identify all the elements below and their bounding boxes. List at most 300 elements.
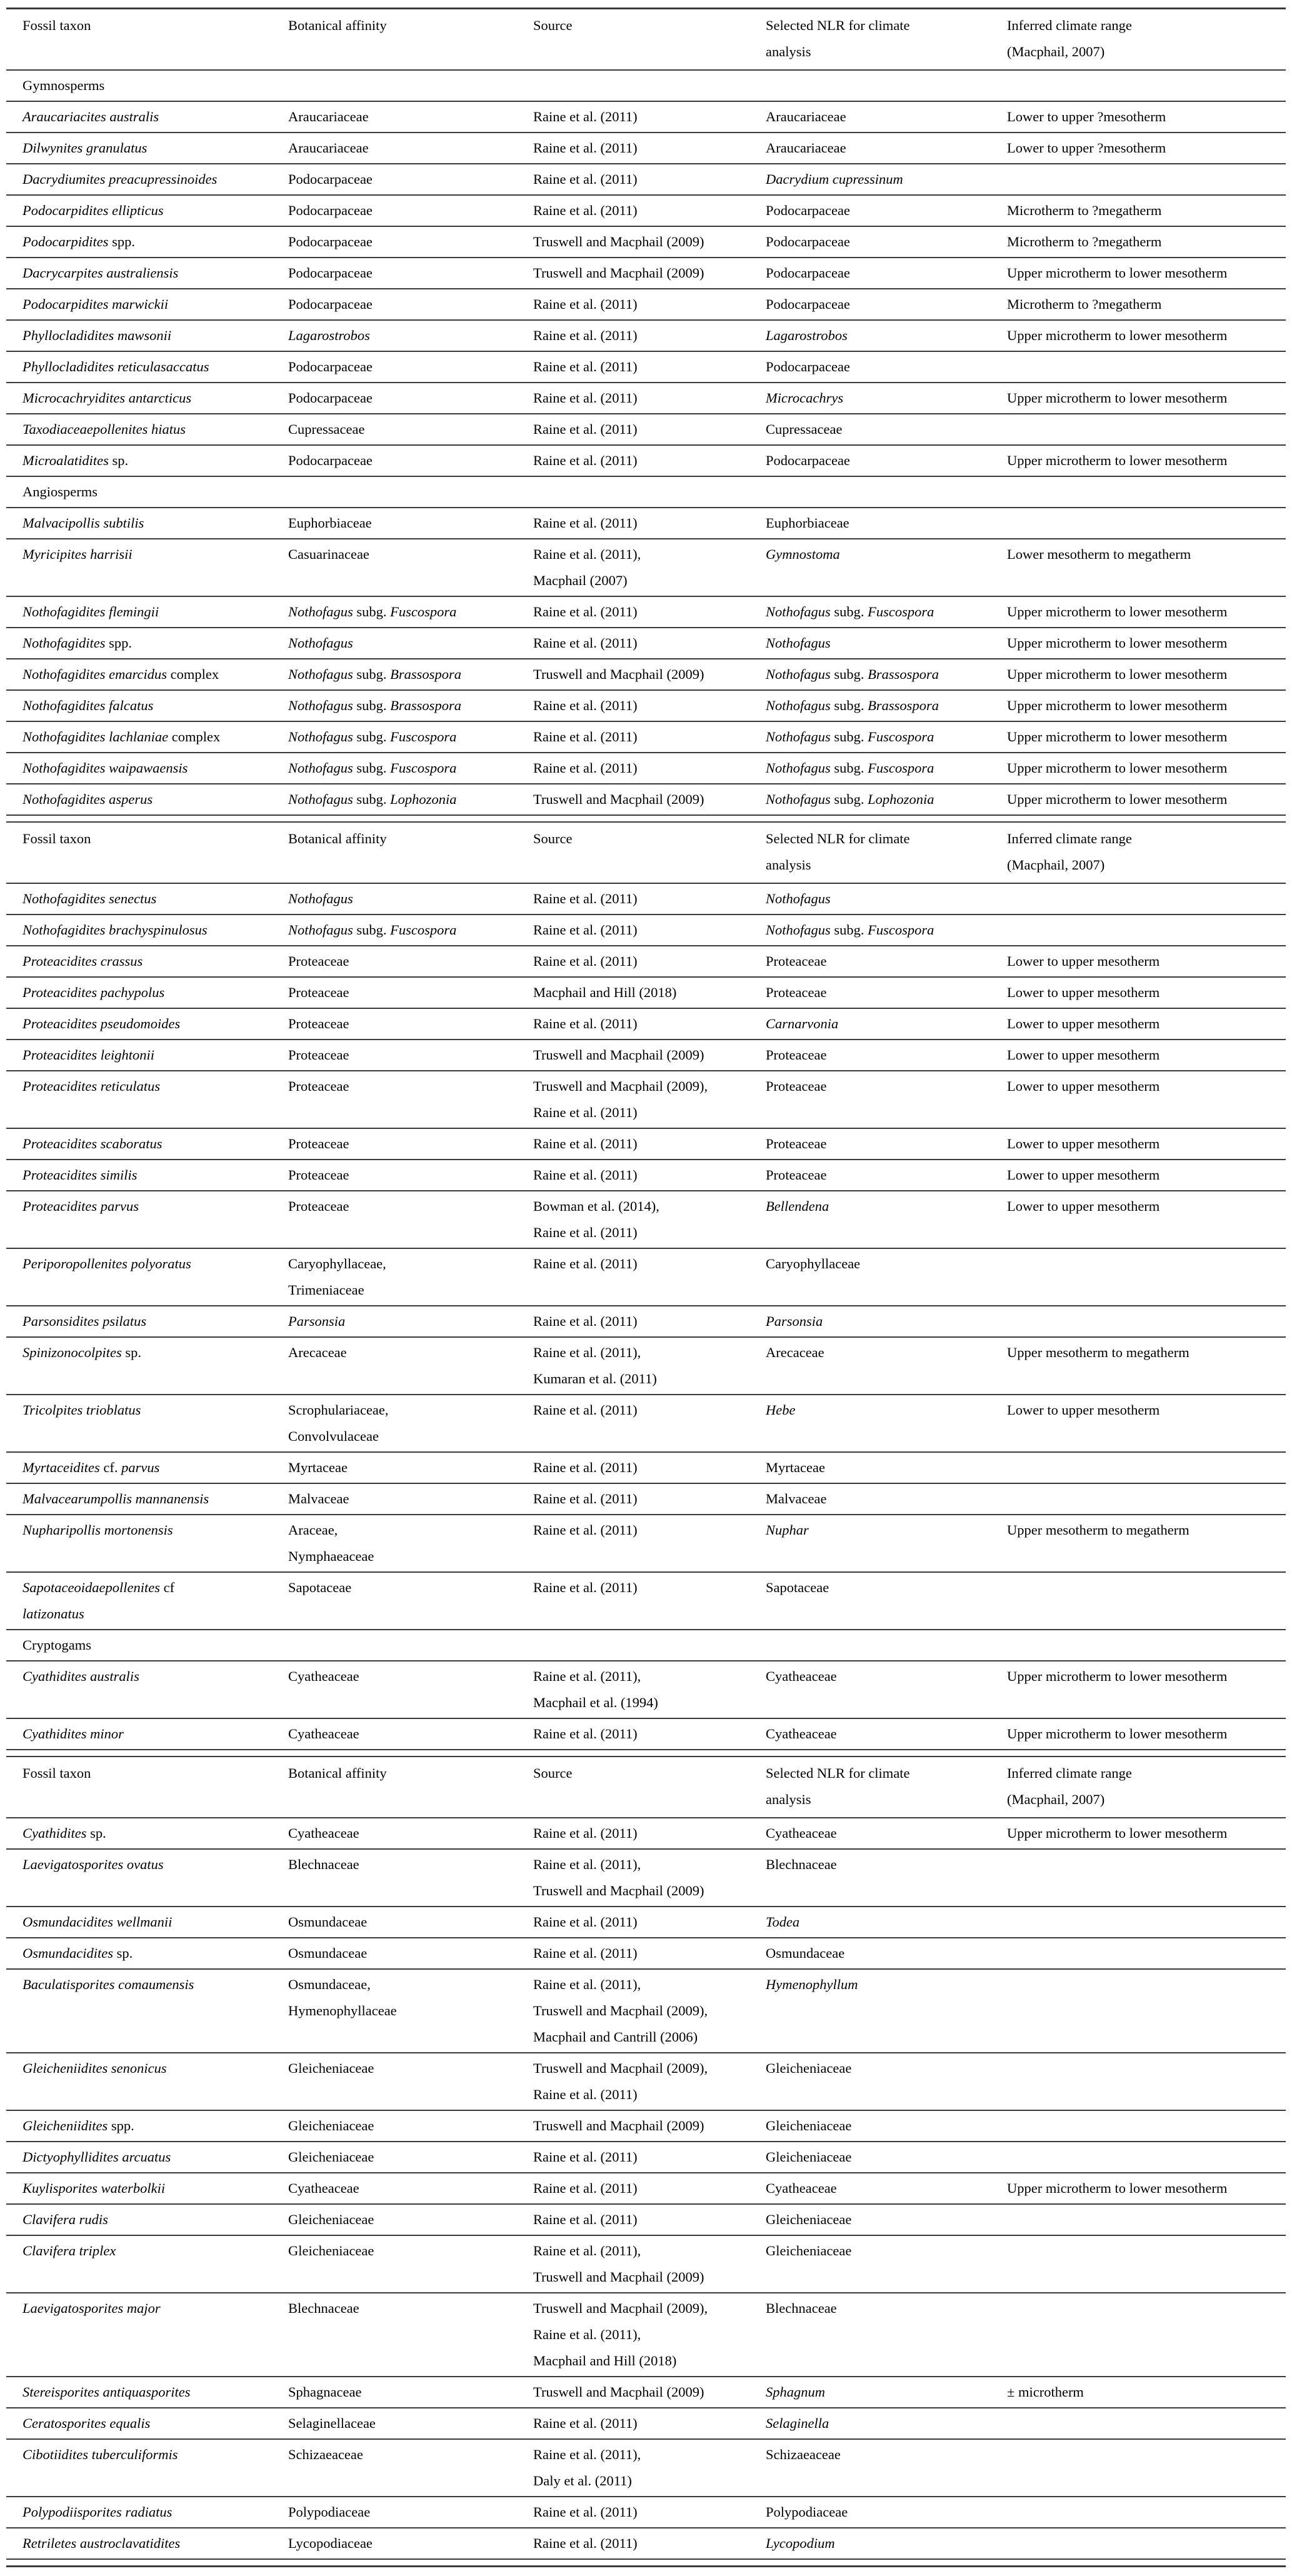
cell-nlr: Nothofagus subg. Fuscospora (766, 604, 934, 619)
cell-climate: Upper mesotherm to megatherm (1007, 1522, 1189, 1538)
cell-affinity: Nothofagus subg. Fuscospora (288, 604, 457, 619)
cell-affinity: Proteaceae (288, 985, 349, 1000)
cell-climate: Microtherm to ?megatherm (1007, 203, 1162, 218)
cell-taxon: Dacrycarpites australiensis (23, 265, 179, 281)
cell-taxon: Microcachryidites antarcticus (23, 390, 192, 406)
cell-affinity: Podocarpaceae (288, 171, 373, 187)
cell-taxon: Sapotaceoidaepollenites cf latizonatus (23, 1580, 175, 1621)
cell-source: Raine et al. (2011) (533, 891, 638, 906)
cell-source: Raine et al. (2011) (533, 1256, 638, 1271)
cell-taxon: Nothofagidites lachlaniae complex (23, 729, 221, 744)
cell-taxon: Nothofagidites asperus (23, 791, 153, 807)
table-row (6, 1661, 1286, 1719)
cell-taxon: Nothofagidites senectus (23, 891, 157, 906)
cell-source: Raine et al. (2011) (533, 698, 638, 713)
cell-affinity: Nothofagus subg. Fuscospora (288, 760, 457, 776)
cell-nlr: Nothofagus subg. Lophozonia (766, 791, 934, 807)
cell-climate: Upper mesotherm to megatherm (1007, 1345, 1189, 1360)
cell-nlr: Selaginella (766, 2415, 829, 2431)
cell-affinity: Osmundaceae (288, 1914, 368, 1930)
table-row (6, 1395, 1286, 1453)
cell-source: Truswell and Macphail (2009), Raine et al. (2011) (533, 2060, 708, 2102)
cell-source: Raine et al. (2011) (533, 729, 638, 744)
cell-affinity: Nothofagus subg. Fuscospora (288, 729, 457, 744)
cell-climate: Upper microtherm to lower mesotherm (1007, 729, 1228, 744)
cell-source: Raine et al. (2011) (533, 1914, 638, 1930)
cell-nlr: Schizaeaceae (766, 2447, 841, 2462)
table-row (6, 2205, 1286, 2236)
cell-nlr: Proteaceae (766, 1047, 827, 1063)
cell-affinity: Caryophyllaceae, Trimeniaceae (288, 1256, 386, 1298)
cell-climate: Upper microtherm to lower mesotherm (1007, 1825, 1228, 1841)
table-row (6, 2408, 1286, 2440)
cell-source: Raine et al. (2011) (533, 2180, 638, 2196)
cell-taxon: Dilwynites granulatus (23, 140, 148, 156)
column-header: Fossil taxon (23, 18, 91, 33)
cell-taxon: Myricipites harrisii (23, 546, 133, 562)
cell-nlr: Myrtaceae (766, 1460, 825, 1475)
cell-affinity: Araceae, Nymphaeaceae (288, 1522, 374, 1564)
cell-taxon: Laevigatosporites ovatus (23, 1857, 164, 1872)
cell-source: Raine et al. (2011) (533, 203, 638, 218)
table-row (6, 884, 1286, 915)
table-row (6, 289, 1286, 321)
cell-affinity: Blechnaceae (288, 2300, 359, 2316)
cell-source: Truswell and Macphail (2009) (533, 2118, 704, 2133)
cell-taxon: Nothofagidites falcatus (23, 698, 154, 713)
cell-source: Raine et al. (2011) (533, 2504, 638, 2520)
cell-affinity: Parsonsia (288, 1313, 346, 1329)
cell-climate: Upper microtherm to lower mesotherm (1007, 791, 1228, 807)
cell-affinity: Lycopodiaceae (288, 2535, 373, 2551)
table-row (6, 1191, 1286, 1249)
cell-source: Truswell and Macphail (2009) (533, 666, 704, 682)
cell-nlr: Cyatheaceae (766, 1825, 837, 1841)
table-row (6, 1484, 1286, 1515)
table-row (6, 2377, 1286, 2408)
cell-nlr: Nothofagus subg. Fuscospora (766, 760, 934, 776)
table-row (6, 691, 1286, 722)
cell-source: Raine et al. (2011) (533, 1167, 638, 1183)
cell-nlr: Osmundaceae (766, 1945, 845, 1961)
table-row (6, 1453, 1286, 1484)
table-row (6, 1573, 1286, 1630)
cell-nlr: Todea (766, 1914, 800, 1930)
cell-nlr: Nothofagus subg. Fuscospora (766, 922, 934, 938)
cell-source: Raine et al. (2011), Truswell and Macphail (2009) (533, 2243, 704, 2285)
cell-nlr: Proteaceae (766, 953, 827, 969)
cell-source: Raine et al. (2011) (533, 635, 638, 651)
column-header: Source (533, 1765, 573, 1781)
cell-climate (1007, 1970, 1286, 2052)
cell-climate (1007, 2528, 1286, 2558)
cell-source: Truswell and Macphail (2009) (533, 1047, 704, 1063)
section-label: Gymnosperms (23, 78, 105, 93)
cell-taxon: Proteacidites parvus (23, 1198, 139, 1214)
table-row (6, 2440, 1286, 2497)
cell-climate (1007, 2408, 1286, 2438)
cell-affinity: Polypodiaceae (288, 2504, 371, 2520)
cell-taxon: Nothofagidites flemingii (23, 604, 159, 619)
cell-source: Raine et al. (2011) (533, 296, 638, 312)
cell-climate: ± microtherm (1007, 2384, 1084, 2400)
cell-nlr: Cyatheaceae (766, 1668, 837, 1684)
cell-climate: Upper microtherm to lower mesotherm (1007, 390, 1228, 406)
cell-taxon: Phyllocladidites reticulasaccatus (23, 359, 209, 374)
cell-affinity: Blechnaceae (288, 1857, 359, 1872)
cell-affinity: Podocarpaceae (288, 296, 373, 312)
cell-affinity: Araucariaceae (288, 109, 369, 124)
cell-source: Truswell and Macphail (2009) (533, 791, 704, 807)
cell-affinity: Nothofagus subg. Brassospora (288, 666, 461, 682)
cell-climate (1007, 915, 1286, 945)
column-header: Source (533, 18, 573, 33)
fossil-table (6, 8, 1286, 2567)
cell-source: Truswell and Macphail (2009), Raine et al. (2011) (533, 1078, 708, 1120)
table-row (6, 446, 1286, 477)
cell-affinity: Selaginellaceae (288, 2415, 376, 2431)
cell-taxon: Cyathidites sp. (23, 1825, 106, 1841)
cell-climate (1007, 2053, 1286, 2110)
cell-nlr: Sphagnum (766, 2384, 825, 2400)
cell-taxon: Proteacidites leightonii (23, 1047, 155, 1063)
cell-nlr: Caryophyllaceae (766, 1256, 861, 1271)
cell-taxon: Clavifera triplex (23, 2243, 116, 2258)
cell-affinity: Gleicheniaceae (288, 2118, 374, 2133)
cell-climate: Upper microtherm to lower mesotherm (1007, 1726, 1228, 1742)
cell-source: Raine et al. (2011) (533, 2149, 638, 2165)
cell-nlr: Proteaceae (766, 1167, 827, 1183)
cell-source: Raine et al. (2011) (533, 1491, 638, 1506)
cell-climate: Lower mesotherm to megatherm (1007, 546, 1191, 562)
cell-nlr: Gleicheniaceae (766, 2060, 852, 2076)
table-row (6, 196, 1286, 227)
cell-nlr: Cupressaceae (766, 421, 843, 437)
table-row (6, 628, 1286, 659)
table-row (6, 784, 1286, 816)
cell-nlr: Lagarostrobos (766, 328, 848, 343)
cell-nlr: Blechnaceae (766, 2300, 837, 2316)
cell-affinity: Cyatheaceae (288, 2180, 359, 2196)
table-row (6, 2142, 1286, 2173)
table-row (6, 1160, 1286, 1191)
cell-taxon: Periporopollenites polyoratus (23, 1256, 191, 1271)
cell-climate (1007, 1453, 1286, 1483)
cell-taxon: Proteacidites reticulatus (23, 1078, 161, 1094)
cell-affinity: Gleicheniaceae (288, 2149, 374, 2165)
column-header: Selected NLR for climate analysis (766, 18, 910, 59)
cell-taxon: Nothofagidites emarcidus complex (23, 666, 219, 682)
column-header: Source (533, 831, 573, 846)
table-row (6, 946, 1286, 978)
cell-taxon: Kuylisporites waterbolkii (23, 2180, 166, 2196)
cell-taxon: Spinizonocolpites sp. (23, 1345, 142, 1360)
cell-source: Raine et al. (2011) (533, 1522, 638, 1538)
cell-nlr: Podocarpaceae (766, 234, 850, 249)
cell-taxon: Polypodiisporites radiatus (23, 2504, 173, 2520)
cell-source: Raine et al. (2011) (533, 1580, 638, 1595)
cell-climate: Upper microtherm to lower mesotherm (1007, 635, 1228, 651)
cell-climate: Lower to upper ?mesotherm (1007, 140, 1166, 156)
cell-source: Raine et al. (2011) (533, 953, 638, 969)
cell-affinity: Cyatheaceae (288, 1825, 359, 1841)
cell-affinity: Lagarostrobos (288, 328, 370, 343)
table-row (6, 1719, 1286, 1750)
cell-climate: Upper microtherm to lower mesotherm (1007, 328, 1228, 343)
column-header: Inferred climate range (Macphail, 2007) (1007, 1765, 1132, 1807)
table-row (6, 2111, 1286, 2142)
column-header: Botanical affinity (288, 831, 387, 846)
cell-source: Raine et al. (2011) (533, 1136, 638, 1151)
cell-taxon: Ceratosporites equalis (23, 2415, 151, 2431)
cell-climate: Microtherm to ?megatherm (1007, 234, 1162, 249)
table-row (6, 508, 1286, 539)
cell-nlr: Gymnostoma (766, 546, 840, 562)
cell-taxon: Malvacipollis subtilis (23, 515, 144, 531)
column-header: Inferred climate range (Macphail, 2007) (1007, 831, 1132, 873)
table-row (6, 352, 1286, 383)
table-row (6, 1009, 1286, 1040)
cell-climate: Microtherm to ?megatherm (1007, 296, 1162, 312)
cell-taxon: Cyathidites australis (23, 1668, 139, 1684)
cell-source: Raine et al. (2011) (533, 604, 638, 619)
cell-affinity: Cupressaceae (288, 421, 365, 437)
cell-source: Raine et al. (2011) (533, 1313, 638, 1329)
cell-taxon: Osmundacidites wellmanii (23, 1914, 173, 1930)
table-row (6, 2053, 1286, 2111)
cell-taxon: Malvacearumpollis mannanensis (23, 1491, 209, 1506)
table-row (6, 2293, 1286, 2377)
cell-nlr: Araucariaceae (766, 140, 846, 156)
cell-nlr: Blechnaceae (766, 1857, 837, 1872)
cell-source: Raine et al. (2011) (533, 1726, 638, 1742)
cell-climate: Lower to upper mesotherm (1007, 1047, 1160, 1063)
section-label: Cryptogams (23, 1637, 91, 1653)
cell-nlr: Nothofagus subg. Brassospora (766, 698, 939, 713)
column-header: Fossil taxon (23, 1765, 91, 1781)
cell-affinity: Proteaceae (288, 1016, 349, 1031)
cell-affinity: Nothofagus subg. Lophozonia (288, 791, 457, 807)
cell-nlr: Araucariaceae (766, 109, 846, 124)
cell-source: Raine et al. (2011), Macphail (2007) (533, 546, 641, 588)
table-row (6, 1515, 1286, 1573)
column-header: Inferred climate range (Macphail, 2007) (1007, 18, 1132, 59)
header-row (6, 821, 1286, 884)
cell-taxon: Nothofagidites brachyspinulosus (23, 922, 208, 938)
cell-climate: Lower to upper mesotherm (1007, 985, 1160, 1000)
cell-taxon: Osmundacidites sp. (23, 1945, 133, 1961)
cell-nlr: Euphorbiaceae (766, 515, 849, 531)
cell-source: Raine et al. (2011), Daly et al. (2011) (533, 2447, 641, 2488)
cell-taxon: Myrtaceidites cf. parvus (23, 1460, 160, 1475)
cell-climate: Lower to upper ?mesotherm (1007, 109, 1166, 124)
table-row (6, 2497, 1286, 2528)
cell-source: Raine et al. (2011), Truswell and Macphail (2009) (533, 1857, 704, 1898)
cell-climate: Lower to upper mesotherm (1007, 1136, 1160, 1151)
cell-taxon: Proteacidites pseudomoides (23, 1016, 181, 1031)
cell-affinity: Proteaceae (288, 1136, 349, 1151)
cell-nlr: Podocarpaceae (766, 265, 850, 281)
cell-taxon: Gleicheniidites spp. (23, 2118, 134, 2133)
cell-nlr: Sapotaceae (766, 1580, 829, 1595)
cell-taxon: Proteacidites similis (23, 1167, 138, 1183)
table-row (6, 539, 1286, 597)
cell-taxon: Retriletes austroclavatidites (23, 2535, 181, 2551)
cell-source: Truswell and Macphail (2009) (533, 265, 704, 281)
cell-climate: Upper microtherm to lower mesotherm (1007, 760, 1228, 776)
cell-nlr: Cyatheaceae (766, 2180, 837, 2196)
cell-affinity: Podocarpaceae (288, 359, 373, 374)
cell-climate (1007, 1850, 1286, 1906)
table-row (6, 321, 1286, 352)
table-row (6, 2528, 1286, 2560)
table-row (6, 1850, 1286, 1907)
cell-taxon: Proteacidites pachypolus (23, 985, 165, 1000)
table-row (6, 1338, 1286, 1395)
cell-affinity: Osmundaceae (288, 1945, 368, 1961)
cell-source: Raine et al. (2011) (533, 421, 638, 437)
cell-affinity: Podocarpaceae (288, 453, 373, 468)
table-row (6, 2236, 1286, 2293)
cell-nlr: Polypodiaceae (766, 2504, 848, 2520)
cell-affinity: Gleicheniaceae (288, 2060, 374, 2076)
cell-source: Raine et al. (2011), Kumaran et al. (2011) (533, 1345, 657, 1386)
cell-affinity: Gleicheniaceae (288, 2212, 374, 2227)
table-row (6, 753, 1286, 784)
cell-source: Raine et al. (2011) (533, 140, 638, 156)
table-row (6, 915, 1286, 946)
cell-affinity: Podocarpaceae (288, 203, 373, 218)
cell-climate: Lower to upper mesotherm (1007, 953, 1160, 969)
header-row (6, 9, 1286, 71)
table-row (6, 258, 1286, 289)
cell-nlr: Parsonsia (766, 1313, 823, 1329)
cell-source: Raine et al. (2011) (533, 453, 638, 468)
cell-climate: Upper microtherm to lower mesotherm (1007, 698, 1228, 713)
cell-taxon: Clavifera rudis (23, 2212, 108, 2227)
cell-climate (1007, 352, 1286, 382)
cell-affinity: Cyatheaceae (288, 1668, 359, 1684)
cell-affinity: Sapotaceae (288, 1580, 352, 1595)
cell-source: Raine et al. (2011) (533, 1460, 638, 1475)
cell-taxon: Tricolpites trioblatus (23, 1402, 141, 1418)
cell-nlr: Hebe (766, 1402, 796, 1418)
cell-source: Raine et al. (2011) (533, 2415, 638, 2431)
cell-nlr: Gleicheniaceae (766, 2212, 852, 2227)
cell-affinity: Schizaeaceae (288, 2447, 363, 2462)
cell-source: Raine et al. (2011) (533, 359, 638, 374)
cell-affinity: Nothofagus subg. Brassospora (288, 698, 461, 713)
cell-affinity: Nothofagus (288, 635, 353, 651)
cell-affinity: Nothofagus subg. Fuscospora (288, 922, 457, 938)
cell-source: Raine et al. (2011) (533, 515, 638, 531)
table-row (6, 1970, 1286, 2053)
cell-nlr: Nuphar (766, 1522, 809, 1538)
cell-taxon: Proteacidites scaboratus (23, 1136, 163, 1151)
table-row (6, 1306, 1286, 1338)
cell-nlr: Nothofagus subg. Brassospora (766, 666, 939, 682)
cell-taxon: Parsonsidites psilatus (23, 1313, 147, 1329)
table-row (6, 1938, 1286, 1970)
cell-affinity: Podocarpaceae (288, 234, 373, 249)
cell-affinity: Araucariaceae (288, 140, 369, 156)
cell-nlr: Podocarpaceae (766, 453, 850, 468)
cell-source: Bowman et al. (2014), Raine et al. (2011) (533, 1198, 659, 1240)
cell-taxon: Dictyophyllidites arcuatus (23, 2149, 171, 2165)
cell-climate (1007, 1306, 1286, 1336)
cell-nlr: Nothofagus (766, 891, 831, 906)
cell-nlr: Podocarpaceae (766, 203, 850, 218)
cell-source: Raine et al. (2011) (533, 2535, 638, 2551)
cell-nlr: Proteaceae (766, 1136, 827, 1151)
cell-climate (1007, 1907, 1286, 1937)
cell-source: Raine et al. (2011) (533, 328, 638, 343)
cell-climate: Upper microtherm to lower mesotherm (1007, 2180, 1228, 2196)
cell-climate: Lower to upper mesotherm (1007, 1016, 1160, 1031)
cell-nlr: Hymenophyllum (766, 1977, 858, 1992)
table-row (6, 1071, 1286, 1129)
cell-climate: Upper microtherm to lower mesotherm (1007, 1668, 1228, 1684)
cell-affinity: Scrophulariaceae, Convolvulaceae (288, 1402, 389, 1444)
cell-nlr: Nothofagus subg. Fuscospora (766, 729, 934, 744)
cell-climate (1007, 164, 1286, 194)
cell-taxon: Baculatisporites comaumensis (23, 1977, 194, 1992)
table-row (6, 227, 1286, 258)
column-header: Fossil taxon (23, 831, 91, 846)
cell-climate (1007, 2205, 1286, 2235)
cell-climate (1007, 2497, 1286, 2527)
cell-nlr: Arecaceae (766, 1345, 824, 1360)
cell-source: Raine et al. (2011) (533, 922, 638, 938)
table-row (6, 1040, 1286, 1071)
cell-source: Raine et al. (2011), Macphail et al. (1994) (533, 1668, 658, 1710)
cell-climate (1007, 884, 1286, 914)
cell-affinity: Euphorbiaceae (288, 515, 372, 531)
cell-nlr: Gleicheniaceae (766, 2118, 852, 2133)
table-row (6, 978, 1286, 1009)
cell-source: Raine et al. (2011) (533, 1016, 638, 1031)
cell-climate (1007, 2236, 1286, 2292)
table-row (6, 659, 1286, 691)
cell-affinity: Myrtaceae (288, 1460, 348, 1475)
section-row (6, 71, 1286, 102)
cell-source: Raine et al. (2011) (533, 390, 638, 406)
cell-nlr: Nothofagus (766, 635, 831, 651)
cell-source: Raine et al. (2011) (533, 109, 638, 124)
section-row (6, 1630, 1286, 1661)
cell-climate (1007, 2293, 1286, 2376)
cell-affinity: Casuarinaceae (288, 546, 369, 562)
cell-nlr: Dacrydium cupressinum (766, 171, 903, 187)
cell-taxon: Nothofagidites waipawaensis (23, 760, 188, 776)
table-row (6, 133, 1286, 164)
cell-affinity: Gleicheniaceae (288, 2243, 374, 2258)
cell-taxon: Podocarpidites spp. (23, 234, 135, 249)
cell-climate (1007, 2440, 1286, 2496)
section-row (6, 477, 1286, 508)
cell-taxon: Podocarpidites ellipticus (23, 203, 164, 218)
column-header: Selected NLR for climate analysis (766, 831, 910, 873)
cell-affinity: Cyatheaceae (288, 1726, 359, 1742)
cell-affinity: Proteaceae (288, 1078, 349, 1094)
cell-climate: Lower to upper mesotherm (1007, 1167, 1160, 1183)
column-header: Botanical affinity (288, 18, 387, 33)
cell-climate (1007, 2111, 1286, 2141)
cell-taxon: Cyathidites minor (23, 1726, 124, 1742)
cell-affinity: Podocarpaceae (288, 265, 373, 281)
cell-source: Raine et al. (2011) (533, 1825, 638, 1841)
cell-taxon: Nupharipollis mortonensis (23, 1522, 173, 1538)
